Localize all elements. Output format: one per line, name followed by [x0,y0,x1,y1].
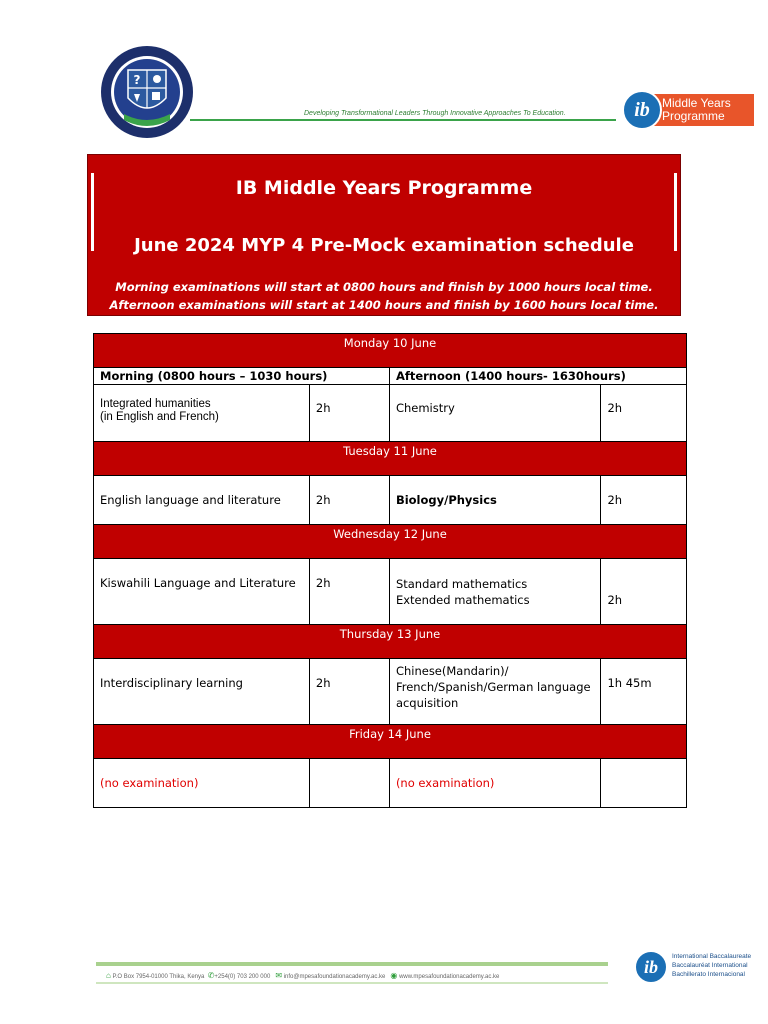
afternoon-session-header: Afternoon (1400 hours- 1630hours) [389,368,686,385]
myp-badge-line1: Middle Years [662,96,731,110]
morning-duration: 2h [309,559,389,625]
afternoon-subject: (no examination) [389,759,601,808]
morning-session-header: Morning (0800 hours – 1030 hours) [94,368,390,385]
table-row [94,659,687,725]
morning-duration: 2h [309,385,389,442]
afternoon-subject-line1: Standard mathematics [395,577,528,591]
title-banner [87,154,681,316]
day-label: Tuesday 11 June [94,442,687,476]
afternoon-subject [389,559,601,625]
myp-badge-line2: Programme [662,109,725,123]
morning-note: Morning examinations will start at 0800 hours and finish by 1000 hours local time. [115,280,653,294]
ib-footer-text [672,952,751,979]
morning-subject-line1: Integrated humanities [100,398,211,410]
footer-address: P.O Box 7954-01000 Thika, Kenya [112,974,205,980]
morning-duration [309,759,389,808]
table-row [94,559,687,625]
afternoon-duration [601,759,687,808]
table-row [94,385,687,442]
afternoon-subject: Chemistry [389,385,601,442]
session-header-row [94,368,687,385]
morning-subject: Kiswahili Language and Literature [94,559,310,625]
page-title: IB Middle Years Programme [235,177,533,199]
footer-email[interactable]: info@mpesafoundationacademy.ac.ke [283,974,386,980]
afternoon-duration: 2h [601,559,687,625]
ib-footer-line1: International Baccalaureate [672,953,752,960]
ib-footer-logo [634,948,758,988]
ib-footer-line2: Baccalauréat International [672,962,748,969]
header-divider [190,119,616,121]
afternoon-subject-line2: Extended mathematics [395,593,530,607]
footer-divider-lower [96,982,608,984]
phone-icon: ✆ [207,971,215,980]
day-label: Wednesday 12 June [94,525,687,559]
exam-schedule-table [93,333,687,808]
day-label: Friday 14 June [94,725,687,759]
footer-phone: +254(0) 703 200 000 [214,974,271,980]
footer-divider [96,962,608,966]
footer-contact [106,971,499,980]
ib-footer-line3: Bachillerato Internacional [672,971,745,978]
morning-subject-line2: (in English and French) [100,411,219,423]
day-header-row [94,625,687,659]
myp-badge-logo [622,90,754,130]
home-icon: ⌂ [106,971,111,980]
afternoon-duration: 2h [601,476,687,525]
academy-seal-logo [94,44,200,140]
globe-icon: ◉ [390,971,398,980]
afternoon-duration: 2h [601,385,687,442]
afternoon-note: Afternoon examinations will start at 1400 hours and finish by 1600 hours local time. [109,298,659,312]
footer-website[interactable]: www.mpesafoundationacademy.ac.ke [399,974,500,980]
morning-subject: (no examination) [94,759,310,808]
afternoon-subject: Biology/Physics [389,476,601,525]
svg-text:?: ? [133,73,141,87]
afternoon-subject: Chinese(Mandarin)/ French/Spanish/German language acquisition [389,659,601,725]
day-header-row [94,725,687,759]
day-label: Thursday 13 June [94,625,687,659]
table-row [94,759,687,808]
page-subtitle: June 2024 MYP 4 Pre-Mock examination schedule [134,235,634,256]
morning-duration: 2h [309,476,389,525]
ib-logo-icon: ib [622,90,662,130]
ib-logo-icon: ib [634,950,668,984]
morning-duration: 2h [309,659,389,725]
day-header-row [94,334,687,368]
morning-subject: English language and literature [94,476,310,525]
day-header-row [94,525,687,559]
morning-subject [94,385,310,442]
day-header-row [94,442,687,476]
morning-subject: Interdisciplinary learning [94,659,310,725]
table-row [94,476,687,525]
afternoon-duration: 1h 45m [601,659,687,725]
header-tagline: Developing Transformational Leaders Through Innovative Approaches To Education. [304,110,566,117]
email-icon: ✉ [275,971,283,980]
day-label: Monday 10 June [94,334,687,368]
